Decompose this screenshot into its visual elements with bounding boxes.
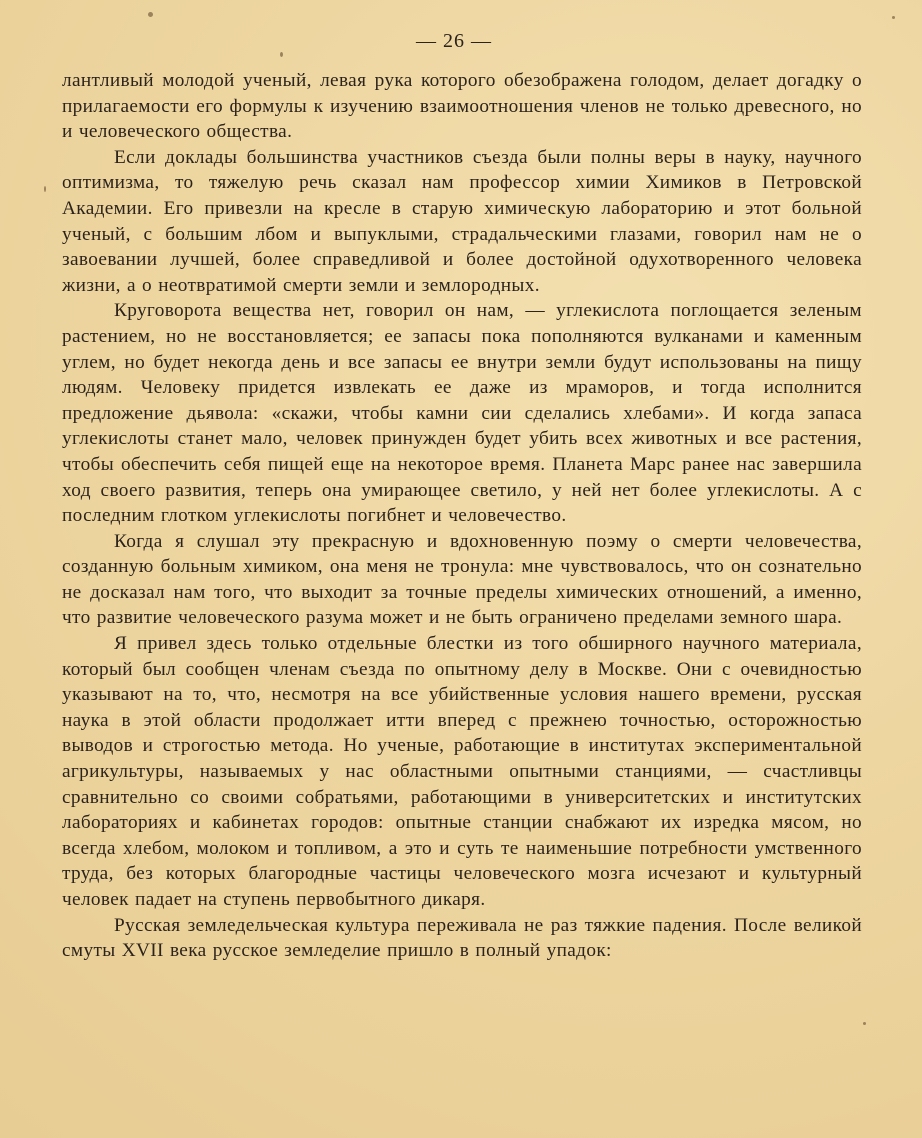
paper-speck <box>863 1022 866 1025</box>
page-number: — 26 — <box>416 30 492 52</box>
body-text <box>62 68 862 964</box>
paragraph: Русская земледельческая культура переживала не раз тяжкие падения. После великой смуты XVII века русское земледелие пришло в полный упадок: <box>62 914 862 962</box>
paragraph: Я привел здесь только отдельные блестки из того обширного научного материала, который был сообщен членам съезда по опытному делу в Москве. Они с очевидностью указывают на то, что, несмотря на все убийственные условия нашего времени, русская наука в этой области продолжает итти вперед с прежнею точностью, осторожностью выводов и строгостью метода. Но ученые, работающие в институтах экспериментальной агрикультуры, называемых у нас областными опытными станциями, — счастливцы сравнительно со своими собратьями, работающими в университетских и институтских лабораториях и кабинетах городов: опытные станции снабжают их изредка мясом, но всегда хлебом, молоком и топливом, а это и суть те наименьшие потребности умственного труда, без которых благородные частицы человеческого мозга исчезают и культурный человек падает на ступень первобытного дикаря. <box>62 633 862 910</box>
paragraph-continuation: лантливый молодой ученый, левая рука которого обезображена голодом, делает догадку о прилагаемости его формулы к изучению взаимоотношения членов не только древесного, но и человеческого общества. <box>62 70 862 143</box>
paragraph: Если доклады большинства участников съезда были полны веры в науку, научного оптимизма, то тяжелую речь сказал нам профессор химии Химиков в Петровской Академии. Его привезли на кресле в старую химическую лабораторию и этот больной ученый, с большим лбом и выпуклыми, страдальческими глазами, говорил нам не о завоевании лучшей, более справедливой и более достойной одухотворенного человека жизни, а о неотвратимой смерти земли и землородных. <box>62 146 862 296</box>
paper-speck <box>892 16 895 19</box>
paper-speck <box>44 186 46 192</box>
paper-speck <box>148 12 153 17</box>
paragraph: Когда я слушал эту прекрасную и вдохновенную поэму о смерти человечества, созданную больным химиком, она меня не тронула: мне чувствовалось, что он сознательно не досказал нам того, что выходит за точные пределы химических отношений, а именно, что развитие человеческого разума может и не быть ограничено пределами земного шара. <box>62 530 862 629</box>
paragraph: Круговорота вещества нет, говорил он нам, — углекислота поглощается зеленым растением, но не восстановляется; ее запасы пока пополняются вулканами и каменным углем, но будет некогда день и все запасы ее внутри земли будут использованы на пищу людям. Человеку придется извлекать ее даже из мраморов, и тогда исполнится предложение дьявола: «скажи, чтобы камни сии сделались хлебами». И когда запаса углекислоты станет мало, человек принужден будет убить всех животных и все растения, чтобы обеспечить себя пищей еще на некоторое время. Планета Марс ранее нас завершила ход своего развития, теперь она умирающее светило, у ней нет более углекислоты. А с последним глотком углекислоты погибнет и человечество. <box>62 300 862 527</box>
document-page <box>62 24 862 964</box>
